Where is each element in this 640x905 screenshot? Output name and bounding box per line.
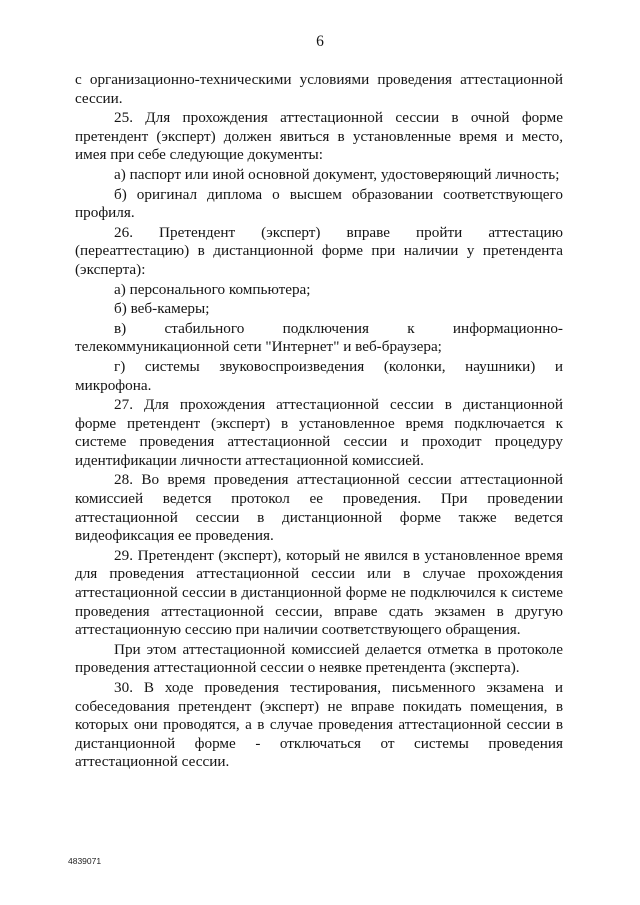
list-item-diploma: б) оригинал диплома о высшем образовании соответствующего профиля. — [75, 185, 563, 222]
list-item-passport: а) паспорт или иной основной документ, удостоверяющий личность; — [114, 165, 560, 183]
paragraph-29: 29. Претендент (эксперт), который не явился в установленное время для проведения аттестационной сессии или в случае прохождения аттестационной сессии в дистанционной форме не подключился к системе проведения аттестационной сессии, вправе сдать экзамен в другую аттестационную сессию при наличии соответствующего обращения. — [75, 546, 563, 639]
paragraph-29-note: При этом аттестационной комиссией делается отметка в протоколе проведения аттестационной сессии о неявке претендента (эксперта). — [75, 640, 563, 677]
paragraph-28: 28. Во время проведения аттестационной сессии аттестационной комиссией ведется протокол ее проведения. При проведении аттестационной сессии в дистанционной форме также ведется видеофиксация ее проведения. — [75, 471, 563, 545]
paragraph-25: 25. Для прохождения аттестационной сессии в очной форме претендент (эксперт) должен явиться в установленные время и место, имея при себе следующие документы: — [75, 109, 563, 164]
page-number: 6 — [316, 33, 324, 50]
paragraph-26: 26. Претендент (эксперт) вправе пройти аттестацию (переаттестацию) в дистанционной форме при наличии у претендента (эксперта): — [75, 223, 563, 278]
paragraph-27: 27. Для прохождения аттестационной сессии в дистанционной форме претендент (эксперт) в установленное время подключается к системе проведения аттестационной сессии и проходит процедуру идентификации личности аттестационной комиссией. — [75, 396, 563, 469]
paragraph-30: 30. В ходе проведения тестирования, письменного экзамена и собеседования претендент (эксперт) не вправе покидать помещения, в которых они проводятся, а в случае проведения аттестационной сессии в дистанционной форме - отключаться от системы проведения аттестационной сессии. — [75, 679, 563, 771]
document-body — [75, 71, 563, 772]
list-item-audio: г) системы звуковоспроизведения (колонки, наушники) и микрофона. — [75, 357, 563, 394]
paragraph-continuation: с организационно-техническими условиями проведения аттестационной сессии. — [75, 71, 563, 107]
document-id: 4839071 — [68, 856, 102, 866]
list-item-computer: а) персонального компьютера; — [114, 280, 311, 298]
list-item-internet: в) стабильного подключения к информационно-телекоммуникационной сети "Интернет" и веб-браузера; — [75, 319, 563, 356]
list-item-webcam: б) веб-камеры; — [114, 300, 210, 318]
